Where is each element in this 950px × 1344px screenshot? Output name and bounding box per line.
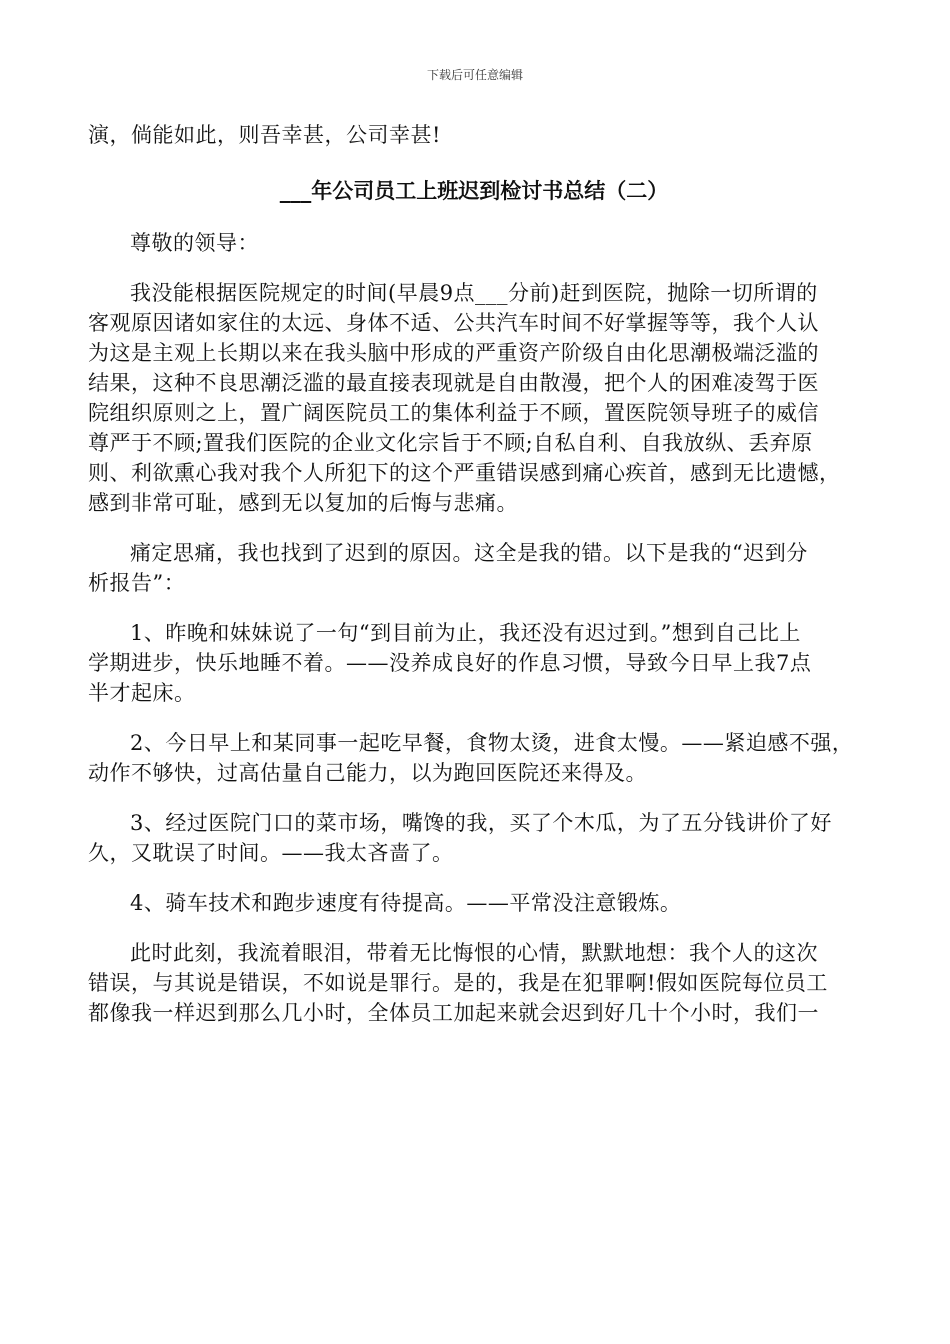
paragraph-line: 结果，这种不良思潮泛滥的最直接表现就是自由散漫，把个人的困难凌驾于医 xyxy=(88,371,819,395)
paragraph-line: 客观原因诸如家住的太远、身体不适、公共汽车时间不好掌握等等，我个人认 xyxy=(88,311,819,335)
paragraph xyxy=(88,728,860,788)
paragraph-line: 尊严于不顾;置我们医院的企业文化宗旨于不顾;自私自利、自我放纵、丢弃原 xyxy=(88,431,813,455)
paragraph xyxy=(88,228,860,258)
paragraph xyxy=(88,938,860,1028)
lead-line: 演，倘能如此，则吾幸甚，公司幸甚! xyxy=(88,123,441,147)
paragraph-line: 都像我一样迟到那么几小时，全体员工加起来就会迟到好几十个小时，我们一 xyxy=(88,1001,819,1025)
paragraph-line: 3、经过医院门口的菜市场，嘴馋的我，买了个木瓜，为了五分钱讲价了好 xyxy=(130,811,832,835)
document-title: ___年公司员工上班迟到检讨书总结（二） xyxy=(279,178,669,203)
paragraph-line: 为这是主观上长期以来在我头脑中形成的严重资产阶级自由化思潮极端泛滥的 xyxy=(88,341,819,365)
paragraph-line: 尊敬的领导： xyxy=(130,231,259,255)
paragraph-line: 4、骑车技术和跑步速度有待提高。——平常没注意锻炼。 xyxy=(130,891,682,915)
paragraph-list xyxy=(88,228,860,1028)
paragraph xyxy=(88,538,860,598)
page-header: 下载后可任意编辑 xyxy=(426,68,523,82)
paragraph-line: 久，又耽误了时间。——我太吝啬了。 xyxy=(88,841,454,865)
paragraph xyxy=(88,278,860,518)
paragraph-line: 析报告”： xyxy=(88,571,186,595)
paragraph-line: 学期进步，快乐地睡不着。——没养成良好的作息习惯，导致今日早上我7点 xyxy=(88,651,812,675)
paragraph-line: 院组织原则之上，置广阔医院员工的集体利益于不顾，置医院领导班子的威信 xyxy=(88,401,819,425)
paragraph-line: 此时此刻，我流着眼泪，带着无比悔恨的心情，默默地想：我个人的这次 xyxy=(130,941,818,965)
paragraph-line: 2、今日早上和某同事一起吃早餐，食物太烫，进食太慢。——紧迫感不强， xyxy=(130,731,854,755)
paragraph-line: 1、昨晚和妹妹说了一句“到目前为止，我还没有迟过到。”想到自己比上 xyxy=(130,621,801,645)
paragraph-line: 我没能根据医院规定的时间(早晨9点___分前)赶到医院，抛除一切所谓的 xyxy=(130,281,818,305)
paragraph-line: 错误，与其说是错误，不如说是罪行。是的，我是在犯罪啊!假如医院每位员工 xyxy=(88,971,828,995)
paragraph-line: 感到非常可耻，感到无以复加的后悔与悲痛。 xyxy=(88,491,518,515)
paragraph-line: 痛定思痛，我也找到了迟到的原因。这全是我的错。以下是我的“迟到分 xyxy=(130,541,808,565)
paragraph xyxy=(88,888,860,918)
document-body xyxy=(88,120,860,1048)
paragraph-line: 动作不够快，过高估量自己能力，以为跑回医院还来得及。 xyxy=(88,761,647,785)
paragraph xyxy=(88,618,860,708)
paragraph xyxy=(88,808,860,868)
paragraph-line: 半才起床。 xyxy=(88,681,196,705)
paragraph-line: 则、利欲熏心我对我个人所犯下的这个严重错误感到痛心疾首，感到无比遗憾， xyxy=(88,461,841,485)
